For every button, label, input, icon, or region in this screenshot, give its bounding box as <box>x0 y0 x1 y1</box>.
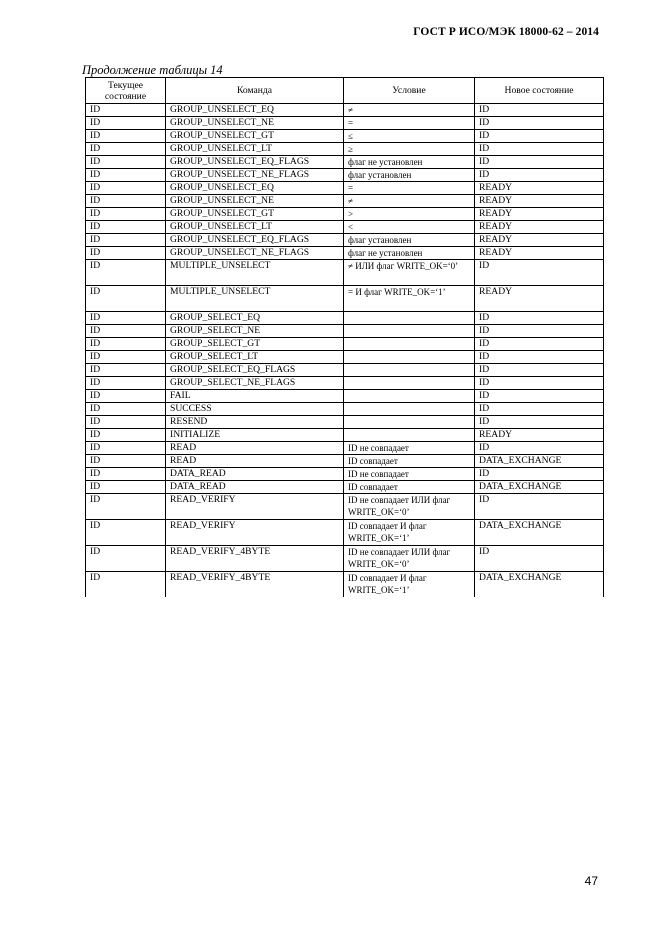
cell-command: GROUP_UNSELECT_LT <box>166 143 344 156</box>
table-row <box>86 208 604 221</box>
cell-new-state: READY <box>475 221 604 234</box>
cell-new-state: DATA_EXCHANGE <box>475 572 604 598</box>
cell-condition: ≥ <box>344 143 475 156</box>
table-row <box>86 455 604 468</box>
table-row <box>86 156 604 169</box>
cell-command: GROUP_UNSELECT_NE <box>166 195 344 208</box>
cell-command: READ_VERIFY_4BYTE <box>166 572 344 598</box>
table-row <box>86 104 604 117</box>
column-header-new-state: Новое состояние <box>475 78 604 104</box>
cell-command: DATA_READ <box>166 481 344 494</box>
cell-new-state: ID <box>475 312 604 325</box>
cell-new-state: ID <box>475 325 604 338</box>
cell-condition <box>344 338 475 351</box>
cell-current-state: ID <box>86 416 166 429</box>
cell-condition: ≠ <box>344 104 475 117</box>
cell-new-state: ID <box>475 546 604 572</box>
cell-current-state: ID <box>86 247 166 260</box>
cell-new-state: ID <box>475 260 604 286</box>
table-row <box>86 130 604 143</box>
cell-command: SUCCESS <box>166 403 344 416</box>
cell-new-state: ID <box>475 416 604 429</box>
table-row <box>86 286 604 312</box>
table-row <box>86 325 604 338</box>
cell-new-state: READY <box>475 182 604 195</box>
cell-condition: ≠ ИЛИ флаг WRITE_OK=‘0’ <box>344 260 475 286</box>
cell-condition: ID совпадает И флаг WRITE_OK=‘1’ <box>344 520 475 546</box>
table-row <box>86 221 604 234</box>
cell-current-state: ID <box>86 182 166 195</box>
column-header-command: Команда <box>166 78 344 104</box>
cell-condition: ≤ <box>344 130 475 143</box>
cell-command: FAIL <box>166 390 344 403</box>
cell-new-state: ID <box>475 377 604 390</box>
cell-command: GROUP_SELECT_LT <box>166 351 344 364</box>
table-row <box>86 481 604 494</box>
cell-current-state: ID <box>86 546 166 572</box>
cell-command: GROUP_UNSELECT_EQ_FLAGS <box>166 156 344 169</box>
cell-command: GROUP_SELECT_EQ_FLAGS <box>166 364 344 377</box>
cell-new-state: READY <box>475 234 604 247</box>
cell-current-state: ID <box>86 338 166 351</box>
cell-new-state: DATA_EXCHANGE <box>475 455 604 468</box>
cell-command: GROUP_UNSELECT_NE <box>166 117 344 130</box>
cell-new-state: DATA_EXCHANGE <box>475 481 604 494</box>
table-header <box>86 78 604 104</box>
cell-current-state: ID <box>86 286 166 312</box>
cell-condition: флаг не установлен <box>344 156 475 169</box>
cell-current-state: ID <box>86 468 166 481</box>
cell-current-state: ID <box>86 442 166 455</box>
cell-condition: = И флаг WRITE_OK=‘1’ <box>344 286 475 312</box>
cell-current-state: ID <box>86 455 166 468</box>
cell-current-state: ID <box>86 325 166 338</box>
cell-command: GROUP_UNSELECT_LT <box>166 221 344 234</box>
table-row <box>86 143 604 156</box>
cell-command: GROUP_UNSELECT_EQ <box>166 182 344 195</box>
cell-condition <box>344 390 475 403</box>
table-caption: Продолжение таблицы 14 <box>82 63 223 77</box>
cell-condition: ID не совпадает ИЛИ флаг WRITE_OK=‘0’ <box>344 546 475 572</box>
cell-current-state: ID <box>86 234 166 247</box>
cell-command: GROUP_SELECT_NE_FLAGS <box>166 377 344 390</box>
cell-new-state: ID <box>475 442 604 455</box>
cell-condition: ID не совпадает <box>344 442 475 455</box>
cell-command: GROUP_UNSELECT_GT <box>166 208 344 221</box>
table-row <box>86 520 604 546</box>
cell-current-state: ID <box>86 494 166 520</box>
cell-current-state: ID <box>86 377 166 390</box>
cell-condition: ID совпадает <box>344 455 475 468</box>
cell-new-state: ID <box>475 104 604 117</box>
table-row <box>86 403 604 416</box>
cell-current-state: ID <box>86 117 166 130</box>
cell-condition: ID совпадает И флаг WRITE_OK=‘1’ <box>344 572 475 598</box>
cell-current-state: ID <box>86 572 166 598</box>
table-row <box>86 338 604 351</box>
cell-condition <box>344 351 475 364</box>
cell-condition: ID не совпадает <box>344 468 475 481</box>
table-row <box>86 182 604 195</box>
cell-command: GROUP_UNSELECT_EQ <box>166 104 344 117</box>
cell-condition: < <box>344 221 475 234</box>
cell-condition: флаг установлен <box>344 234 475 247</box>
cell-current-state: ID <box>86 481 166 494</box>
cell-condition <box>344 403 475 416</box>
table-row <box>86 494 604 520</box>
cell-new-state: ID <box>475 156 604 169</box>
cell-new-state: ID <box>475 338 604 351</box>
cell-new-state: READY <box>475 429 604 442</box>
cell-new-state: ID <box>475 390 604 403</box>
cell-current-state: ID <box>86 403 166 416</box>
column-header-current-state: Текущее состояние <box>86 78 166 104</box>
cell-current-state: ID <box>86 169 166 182</box>
cell-command: READ <box>166 455 344 468</box>
cell-new-state: READY <box>475 286 604 312</box>
cell-current-state: ID <box>86 429 166 442</box>
cell-condition: флаг не установлен <box>344 247 475 260</box>
column-header-condition: Условие <box>344 78 475 104</box>
cell-current-state: ID <box>86 104 166 117</box>
table-row <box>86 377 604 390</box>
cell-new-state: ID <box>475 494 604 520</box>
page-number: 47 <box>584 874 598 888</box>
cell-condition: ID совпадает <box>344 481 475 494</box>
cell-current-state: ID <box>86 221 166 234</box>
cell-command: GROUP_SELECT_GT <box>166 338 344 351</box>
cell-condition <box>344 416 475 429</box>
cell-command: READ_VERIFY_4BYTE <box>166 546 344 572</box>
cell-current-state: ID <box>86 143 166 156</box>
cell-current-state: ID <box>86 208 166 221</box>
table-row <box>86 195 604 208</box>
cell-command: INITIALIZE <box>166 429 344 442</box>
cell-current-state: ID <box>86 520 166 546</box>
cell-command: MULTIPLE_UNSELECT <box>166 260 344 286</box>
table-row <box>86 429 604 442</box>
cell-command: READ_VERIFY <box>166 520 344 546</box>
cell-new-state: ID <box>475 403 604 416</box>
table-row <box>86 312 604 325</box>
cell-command: READ <box>166 442 344 455</box>
table-body <box>86 104 604 598</box>
cell-command: GROUP_SELECT_EQ <box>166 312 344 325</box>
cell-current-state: ID <box>86 195 166 208</box>
table-row <box>86 351 604 364</box>
table-row <box>86 468 604 481</box>
cell-current-state: ID <box>86 351 166 364</box>
cell-command: GROUP_UNSELECT_NE_FLAGS <box>166 247 344 260</box>
cell-condition: флаг установлен <box>344 169 475 182</box>
cell-new-state: READY <box>475 195 604 208</box>
cell-current-state: ID <box>86 312 166 325</box>
cell-new-state: ID <box>475 169 604 182</box>
cell-current-state: ID <box>86 156 166 169</box>
table-row <box>86 416 604 429</box>
cell-condition <box>344 377 475 390</box>
cell-current-state: ID <box>86 390 166 403</box>
table-row <box>86 247 604 260</box>
table-row <box>86 169 604 182</box>
cell-condition: > <box>344 208 475 221</box>
cell-new-state: READY <box>475 247 604 260</box>
cell-new-state: ID <box>475 117 604 130</box>
cell-new-state: DATA_EXCHANGE <box>475 520 604 546</box>
cell-command: GROUP_SELECT_NE <box>166 325 344 338</box>
cell-current-state: ID <box>86 130 166 143</box>
cell-command: DATA_READ <box>166 468 344 481</box>
table-row <box>86 390 604 403</box>
document-header: ГОСТ Р ИСО/МЭК 18000-62 – 2014 <box>413 26 599 38</box>
table-row <box>86 442 604 455</box>
cell-condition <box>344 325 475 338</box>
table-row <box>86 364 604 377</box>
state-transition-table <box>85 77 604 597</box>
cell-command: GROUP_UNSELECT_GT <box>166 130 344 143</box>
cell-current-state: ID <box>86 260 166 286</box>
table-row <box>86 572 604 598</box>
table-row <box>86 260 604 286</box>
cell-condition: = <box>344 182 475 195</box>
table-row <box>86 117 604 130</box>
cell-condition: = <box>344 117 475 130</box>
cell-new-state: ID <box>475 351 604 364</box>
table-header-row <box>86 78 604 104</box>
cell-command: GROUP_UNSELECT_NE_FLAGS <box>166 169 344 182</box>
cell-new-state: ID <box>475 130 604 143</box>
cell-current-state: ID <box>86 364 166 377</box>
cell-command: RESEND <box>166 416 344 429</box>
cell-new-state: ID <box>475 468 604 481</box>
cell-command: GROUP_UNSELECT_EQ_FLAGS <box>166 234 344 247</box>
cell-new-state: READY <box>475 208 604 221</box>
cell-condition: ID не совпадает ИЛИ флаг WRITE_OK=‘0’ <box>344 494 475 520</box>
cell-new-state: ID <box>475 143 604 156</box>
table-row <box>86 546 604 572</box>
cell-condition: ≠ <box>344 195 475 208</box>
cell-condition <box>344 429 475 442</box>
cell-new-state: ID <box>475 364 604 377</box>
cell-condition <box>344 364 475 377</box>
table-row <box>86 234 604 247</box>
cell-condition <box>344 312 475 325</box>
cell-command: READ_VERIFY <box>166 494 344 520</box>
cell-command: MULTIPLE_UNSELECT <box>166 286 344 312</box>
